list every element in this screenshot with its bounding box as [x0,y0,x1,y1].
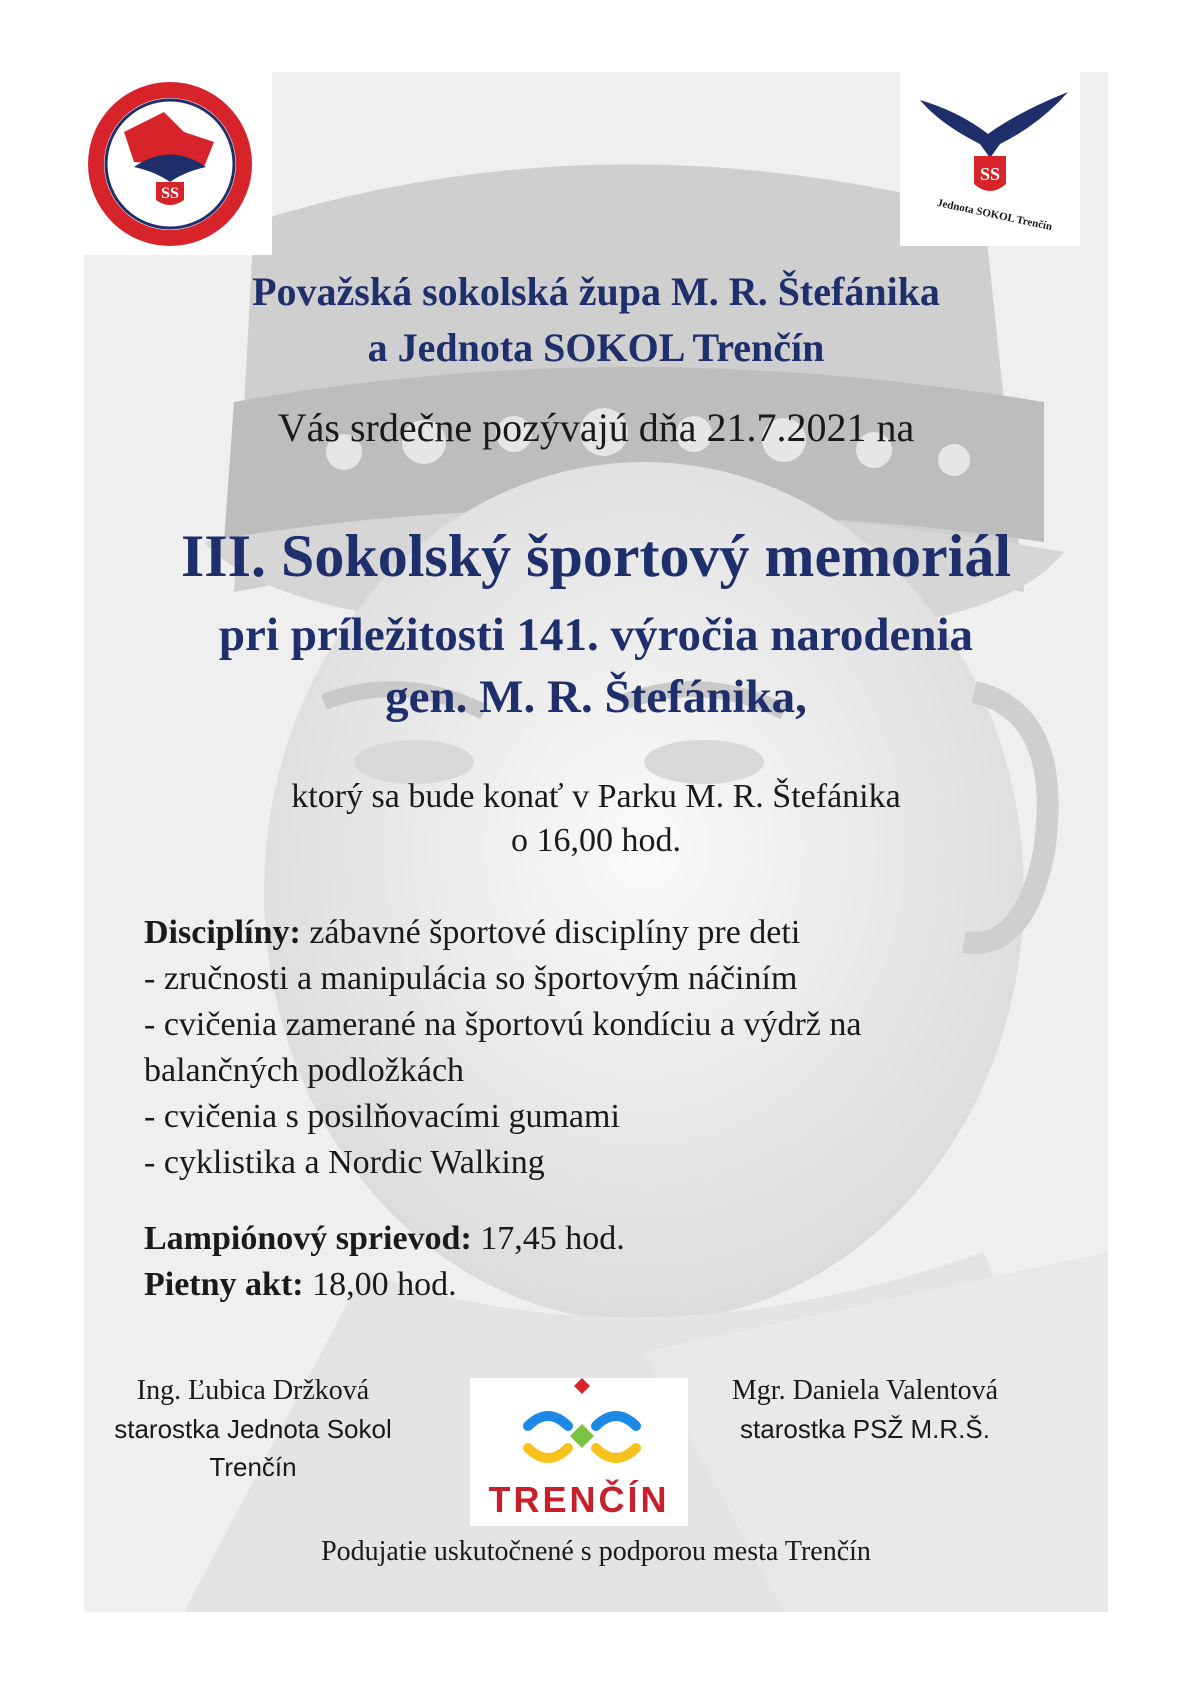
invitation-text: Vás srdečne pozývajú dňa 21.7.2021 na [277,405,915,450]
signature-role: Trenčín [209,1452,297,1482]
organizer-line-1: Považská sokolská župa M. R. Štefánika [252,269,940,314]
signature-name: Ing. Ľubica Držková [136,1375,370,1406]
signature-name: Mgr. Daniela Valentová [731,1375,999,1406]
signature-left [88,1372,418,1486]
discipline-item: balančných podložkách [144,1052,465,1089]
discipline-item: - cvičenia s posilňovacími gumami [144,1098,620,1135]
venue-time: o 16,00 hod. [511,822,681,859]
schedule-time: 18,00 hod. [303,1266,457,1303]
sokol-falcon-logo-icon [900,72,1080,246]
zupa-logo-initials: SS [161,185,179,202]
discipline-item: - cyklistika a Nordic Walking [144,1144,545,1181]
sokol-zupa-logo [84,72,272,255]
signature-role: starostka PSŽ M.R.Š. [740,1414,990,1444]
trencin-city-logo [470,1378,688,1526]
jednota-sokol-logo [900,72,1080,246]
venue-line-1: ktorý sa bude konať v Parku M. R. Štefánika [291,778,901,815]
disciplines-intro-text: zábavné športové disciplíny pre deti [300,914,801,951]
event-subtitle-2: gen. M. R. Štefánika, [385,671,807,723]
schedule-block [144,1216,1044,1308]
event-title: III. Sokolský športový memoriál [180,523,1012,589]
trencin-city-logo-icon [470,1378,688,1526]
signature-role: starostka Jednota Sokol [114,1414,392,1444]
disciplines-intro [144,910,1044,956]
sponsorship-note: Podujatie uskutočnené s podporou mesta Trenčín [321,1536,871,1567]
trencin-logo-text: TRENČÍN [488,1479,670,1520]
schedule-lantern-parade [144,1216,1044,1262]
organizer-line-2: a Jednota SOKOL Trenčín [367,325,825,370]
event-subtitle-1: pri príležitosti 141. výročia narodenia [218,609,974,661]
schedule-time: 17,45 hod. [471,1220,625,1257]
jednota-logo-caption: Jednota SOKOL Trenčín [935,196,1054,234]
sokol-zupa-logo-icon [84,72,272,255]
discipline-item: - cvičenia zamerané na športovú kondíciu a výdrž na [144,1006,862,1043]
signature-right [700,1372,1030,1448]
schedule-memorial-act [144,1262,1044,1308]
schedule-label: Lampiónový sprievod: [144,1220,472,1257]
schedule-label: Pietny akt: [144,1266,304,1303]
jednota-logo-initials: SS [979,164,1001,184]
disciplines-label: Disciplíny: [144,914,301,951]
discipline-item: - zručnosti a manipulácia so športovým náčiním [144,960,798,997]
disciplines-block [144,910,1044,1186]
